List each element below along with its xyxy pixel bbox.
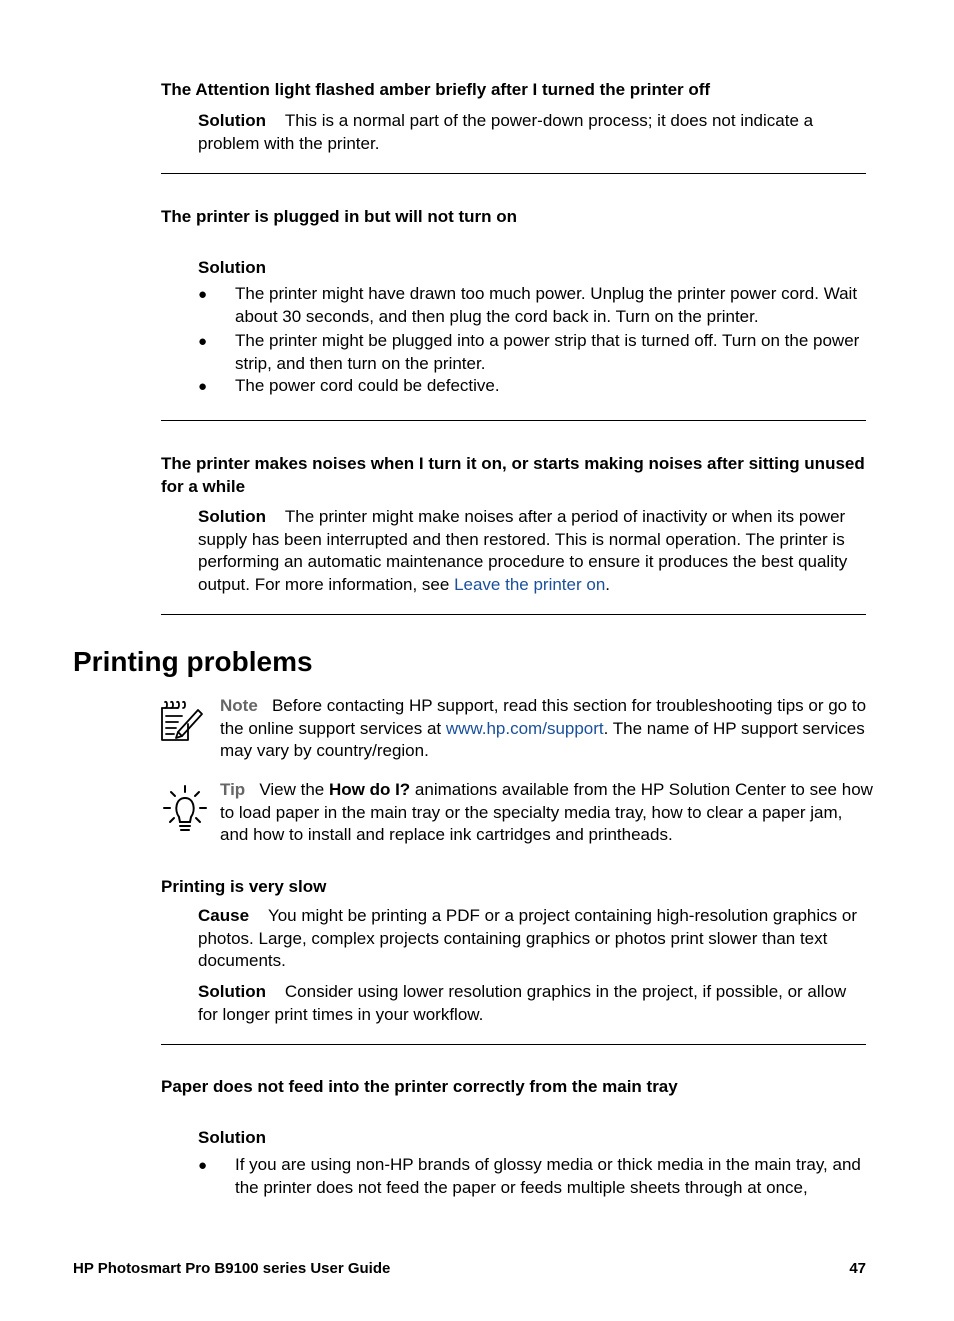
solution-label: Solution [198, 507, 266, 526]
cause-paragraph [198, 905, 858, 973]
lightbulb-icon [162, 784, 208, 834]
solution-text: The printer might make noises after a period of inactivity or when its power supply has been interrupted and then restored. This is normal operation. The printer is performing an automatic maintenance procedure to ensure it produces the best quality output. For more information, see [198, 507, 848, 594]
list-item: If you are using non-HP brands of glossy media or thick media in the main tray, and the printer does not feed the paper or feeds multiple sheets through at once, [235, 1155, 861, 1197]
bullet-icon: ● [198, 378, 208, 395]
hp-support-link[interactable]: www.hp.com/support [445, 718, 604, 738]
bullet-icon: ● [198, 1157, 208, 1174]
note-paragraph [220, 695, 875, 763]
note-icon [158, 700, 204, 744]
bullet-icon: ● [198, 333, 208, 350]
tip-text: View the [259, 780, 329, 799]
divider [161, 1044, 866, 1045]
note-text-end: . The name of HP support services may vary by country/region. [220, 718, 865, 760]
divider [161, 420, 866, 421]
heading-printer-noises: The printer makes noises when I turn it on, or starts making noises after sitting unused for a while [161, 454, 865, 496]
divider [161, 614, 866, 615]
tip-text-end: animations available from the HP Solution Center to see how to load paper in the main tray or the specialty media tray, how to clear a paper jam, and how to install and replace ink cartridges and printheads. [220, 780, 873, 844]
tip-paragraph [220, 779, 875, 847]
leave-printer-on-link[interactable]: Leave the printer on [454, 574, 606, 594]
note-label: Note [220, 696, 258, 715]
solution-label: Solution [198, 1128, 266, 1147]
cause-label: Cause [198, 906, 250, 925]
solution-paragraph [198, 506, 868, 596]
heading-printing-slow: Printing is very slow [161, 877, 327, 896]
list-item: The printer might be plugged into a power strip that is turned off. Turn on the power strip, and then turn on the printer. [235, 331, 860, 373]
heading-will-not-turn-on: The printer is plugged in but will not turn on [161, 207, 518, 226]
heading-attention-light: The Attention light flashed amber briefly after I turned the printer off [161, 80, 711, 99]
solution-label: Solution [198, 111, 266, 130]
solution-paragraph [198, 981, 863, 1026]
solution-label: Solution [198, 982, 266, 1001]
solution-text: This is a normal part of the power-down process; it does not indicate a problem with the printer. [198, 111, 814, 153]
solution-paragraph [198, 110, 868, 155]
page-number: 47 [849, 1260, 866, 1277]
page-title: Printing problems [73, 646, 313, 677]
divider [161, 173, 866, 174]
heading-paper-feed: Paper does not feed into the printer correctly from the main tray [161, 1077, 678, 1096]
cause-text: You might be printing a PDF or a project containing high-resolution graphics or photos. Large, complex projects containing graphics or photos print slower than text documents. [198, 906, 857, 970]
footer-guide-title: HP Photosmart Pro B9100 series User Guide [73, 1260, 391, 1277]
solution-end: . [605, 574, 611, 594]
page-title-container [73, 645, 313, 679]
solution-text: Consider using lower resolution graphics in the project, if possible, or allow for longer print times in your workflow. [198, 982, 847, 1024]
bullet-icon: ● [198, 286, 208, 303]
tip-label: Tip [220, 780, 246, 799]
how-do-i-label: How do I? [328, 780, 411, 799]
list-item: The printer might have drawn too much power. Unplug the printer power cord. Wait about 30 seconds, and then plug the cord back in. Turn on the printer. [235, 284, 858, 326]
note-text: Before contacting HP support, read this section for troubleshooting tips or go to the online support services at [220, 696, 867, 738]
solution-label: Solution [198, 258, 266, 277]
list-item: The power cord could be defective. [235, 376, 500, 395]
